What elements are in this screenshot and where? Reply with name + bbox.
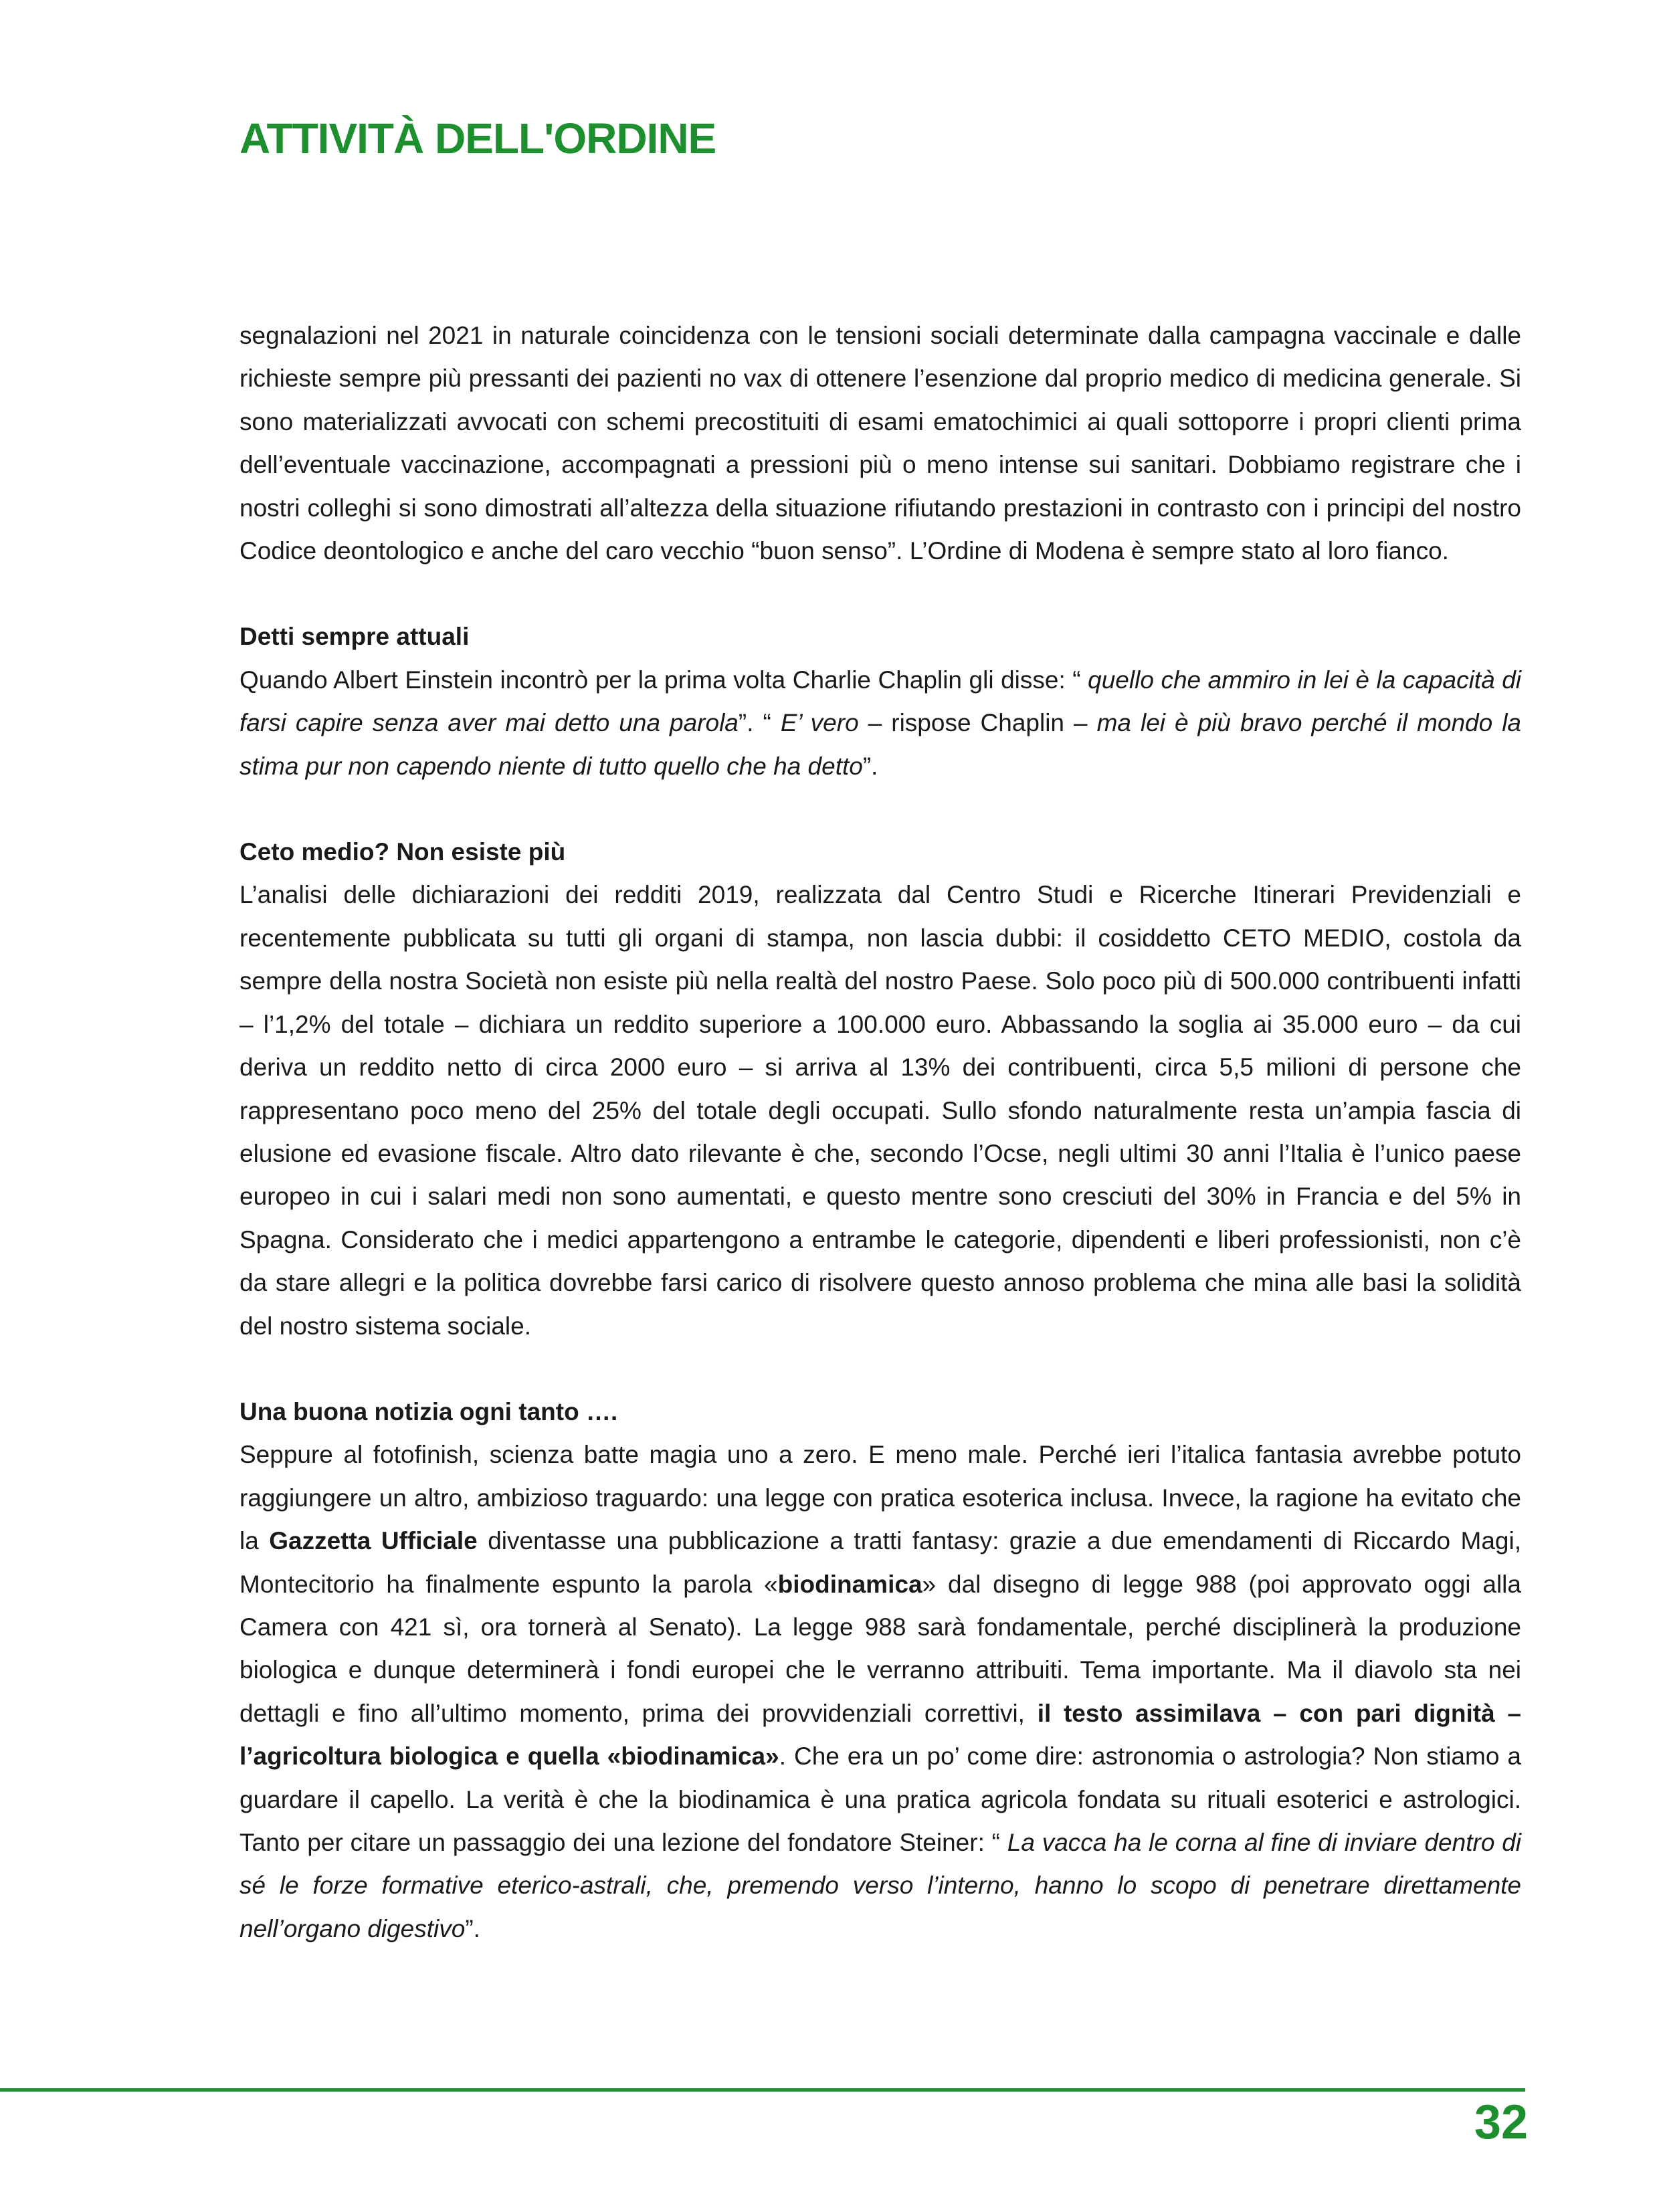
section-detti-sempre-attuali (239, 615, 1521, 788)
section-paragraph (239, 1433, 1521, 1950)
text-span: Seppure al fotofinish, scienza batte magia uno a zero. E meno male. Perché ieri l’italica fantasia avrebbe potuto raggiungere un altro, ambizioso traguardo: una legge con pratica esoterica inclusa. Invece, la ragione ha evitato che la (239, 1441, 1521, 1555)
section-paragraph (239, 659, 1521, 788)
quote-text: ma lei è più bravo perché il mondo la stima pur non capendo niente di tutto quello che ha detto (239, 709, 1522, 780)
text-span: ”. (465, 1914, 480, 1942)
quote-text: E’ vero (780, 709, 859, 737)
bold-text: il testo assimilava – con pari dignità – l’agricoltura biologica e quella «biodinamica» (239, 1699, 1521, 1771)
bold-text: Gazzetta Ufficiale (269, 1527, 478, 1555)
text-span: – rispose Chaplin – (858, 709, 1097, 737)
text-span: ”. (862, 752, 878, 780)
section-ceto-medio (239, 831, 1521, 1348)
text-span: ”. “ (738, 709, 781, 737)
page-section-title: ATTIVITÀ DELL'ORDINE (239, 114, 716, 163)
bold-text: biodinamica (777, 1570, 922, 1598)
section-buona-notizia (239, 1391, 1521, 1950)
page-number: 32 (1474, 2096, 1528, 2149)
section-heading: Detti sempre attuali (239, 623, 470, 651)
quote-text: quello che ammiro in lei è la capacità di farsi capire senza aver mai detto una parola (239, 666, 1521, 737)
section-paragraph: L’analisi delle dichiarazioni dei redditi 2019, realizzata dal Centro Studi e Ricerche Itinerari Previdenziali e recentemente pubblicata su tutti gli organi di stampa, non lascia dubbi: il cosiddetto CETO MEDIO, costola da sempre della nostra Società non esiste più nella realtà del nostro Paese. Solo poco più di 500.000 contribuenti infatti – l’1,2% del totale – dichiara un reddito superiore a 100.000 euro. Abbassando la soglia ai 35.000 euro – da cui deriva un reddito netto di circa 2000 euro – si arriva al 13% dei contribuenti, circa 5,5 milioni di persone che rappresentano poco meno del 25% del totale degli occupati. Sullo sfondo naturalmente resta un’ampia fascia di elusione ed evasione fiscale. Altro dato rilevante è che, secondo l’Ocse, negli ultimi 30 anni l’Italia è l’unico paese europeo in cui i salari medi non sono aumentati, e questo mentre sono cresciuti del 30% in Francia e del 5% in Spagna. Considerato che i medici appartengono a entrambe le categorie, dipendenti e liberi professionisti, non c’è da stare allegri e la politica dovrebbe farsi carico di risolvere questo annoso problema che mina alle basi la solidità del nostro sistema sociale. (239, 881, 1521, 1340)
article-body (239, 314, 1521, 1950)
text-span: Quando Albert Einstein incontrò per la prima volta Charlie Chaplin gli disse: “ (239, 666, 1088, 694)
text-span: » dal disegno di legge 988 (poi approvato oggi alla Camera con 421 sì, ora tornerà al Senato). La legge 988 sarà fondamentale, perché disciplinerà la produzione biologica e dunque determinerà i fondi europei che le verranno attribuiti. Tema importante. Ma il diavolo sta nei dettagli e fino all’ultimo momento, prima dei provvidenziali correttivi, (239, 1570, 1521, 1727)
section-heading: Ceto medio? Non esiste più (239, 838, 566, 866)
text-span: . Che era un po’ come dire: astronomia o astrologia? Non stiamo a guardare il capello. La verità è che la biodinamica è una pratica agricola fondata su rituali esoterici e astrologici. Tanto per citare un passaggio dei una lezione del fondatore Steiner: “ (239, 1742, 1521, 1856)
section-heading: Una buona notizia ogni tanto …. (239, 1397, 618, 1425)
footer-divider (0, 2088, 1525, 2092)
quote-text: La vacca ha le corna al fine di inviare dentro di sé le forze formative eterico-astrali, che, premendo verso l’interno, hanno lo scopo di penetrare direttamente nell’organo digestivo (239, 1829, 1521, 1942)
text-span: diventasse una pubblicazione a tratti fantasy: grazie a due emendamenti di Riccardo Magi, Montecitorio ha finalmente espunto la parola « (239, 1527, 1521, 1598)
intro-paragraph: segnalazioni nel 2021 in naturale coincidenza con le tensioni sociali determinate dalla campagna vaccinale e dalle richieste sempre più pressanti dei pazienti no vax di ottenere l’esenzione dal proprio medico di medicina generale. Si sono materializzati avvocati con schemi precostituiti di esami ematochimici ai quali sottoporre i propri clienti prima dell’eventuale vaccinazione, accompagnati a pressioni più o meno intense sui sanitari. Dobbiamo registrare che i nostri colleghi si sono dimostrati all’altezza della situazione rifiutando prestazioni in contrasto con i principi del nostro Codice deontologico e anche del caro vecchio “buon senso”. L’Ordine di Modena è sempre stato al loro fianco. (239, 322, 1521, 565)
